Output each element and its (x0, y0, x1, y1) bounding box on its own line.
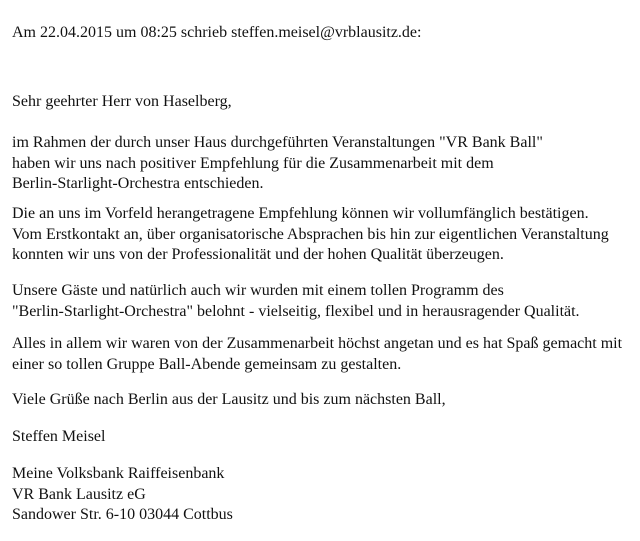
paragraph (12, 133, 543, 195)
salutation: Sehr geehrter Herr von Haselberg, (12, 93, 232, 110)
address-line: Sandower Str. 6-10 03044 Cottbus (12, 506, 233, 523)
address-line: VR Bank Lausitz eG (12, 485, 146, 503)
paragraph (12, 334, 622, 375)
signature: Steffen Meisel (12, 428, 106, 445)
text-line: Unsere Gäste und natürlich auch wir wurden mit einem tollen Programm des (12, 282, 504, 299)
text-line: konnten wir uns von der Professionalität und der hohen Qualität überzeugen. (12, 246, 504, 263)
text-line: einer so tollen Gruppe Ball-Abende gemeinsam zu gestalten. (12, 355, 402, 373)
text-line: Die an uns im Vorfeld herangetragene Empfehlung können wir vollumfänglich bestätigen. (12, 205, 589, 222)
paragraph (12, 281, 580, 322)
text-line: Berlin-Starlight-Orchestra entschieden. (12, 175, 264, 192)
paragraph (12, 204, 609, 266)
text-line: im Rahmen der durch unser Haus durchgeführten Veranstaltungen "VR Bank Ball" (12, 134, 543, 151)
closing: Viele Grüße nach Berlin aus der Lausitz und bis zum nächsten Ball, (12, 391, 446, 408)
text-line: haben wir uns nach positiver Empfehlung für die Zusammenarbeit mit dem (12, 154, 494, 172)
text-line: Alles in allem wir waren von der Zusammenarbeit höchst angetan und es hat Spaß gemacht mit (12, 335, 623, 352)
address-line: Meine Volksbank Raiffeisenbank (12, 465, 225, 482)
address-block (12, 464, 233, 526)
email-quote-header: Am 22.04.2015 um 08:25 schrieb steffen.meisel@vrblausitz.de: (12, 24, 422, 41)
text-line: "Berlin-Starlight-Orchestra" belohnt - vielseitig, flexibel und in herausragender Qualität. (12, 302, 580, 320)
text-line: Vom Erstkontakt an, über organisatorische Absprachen bis hin zur eigentlichen Veranstaltung (12, 225, 609, 243)
